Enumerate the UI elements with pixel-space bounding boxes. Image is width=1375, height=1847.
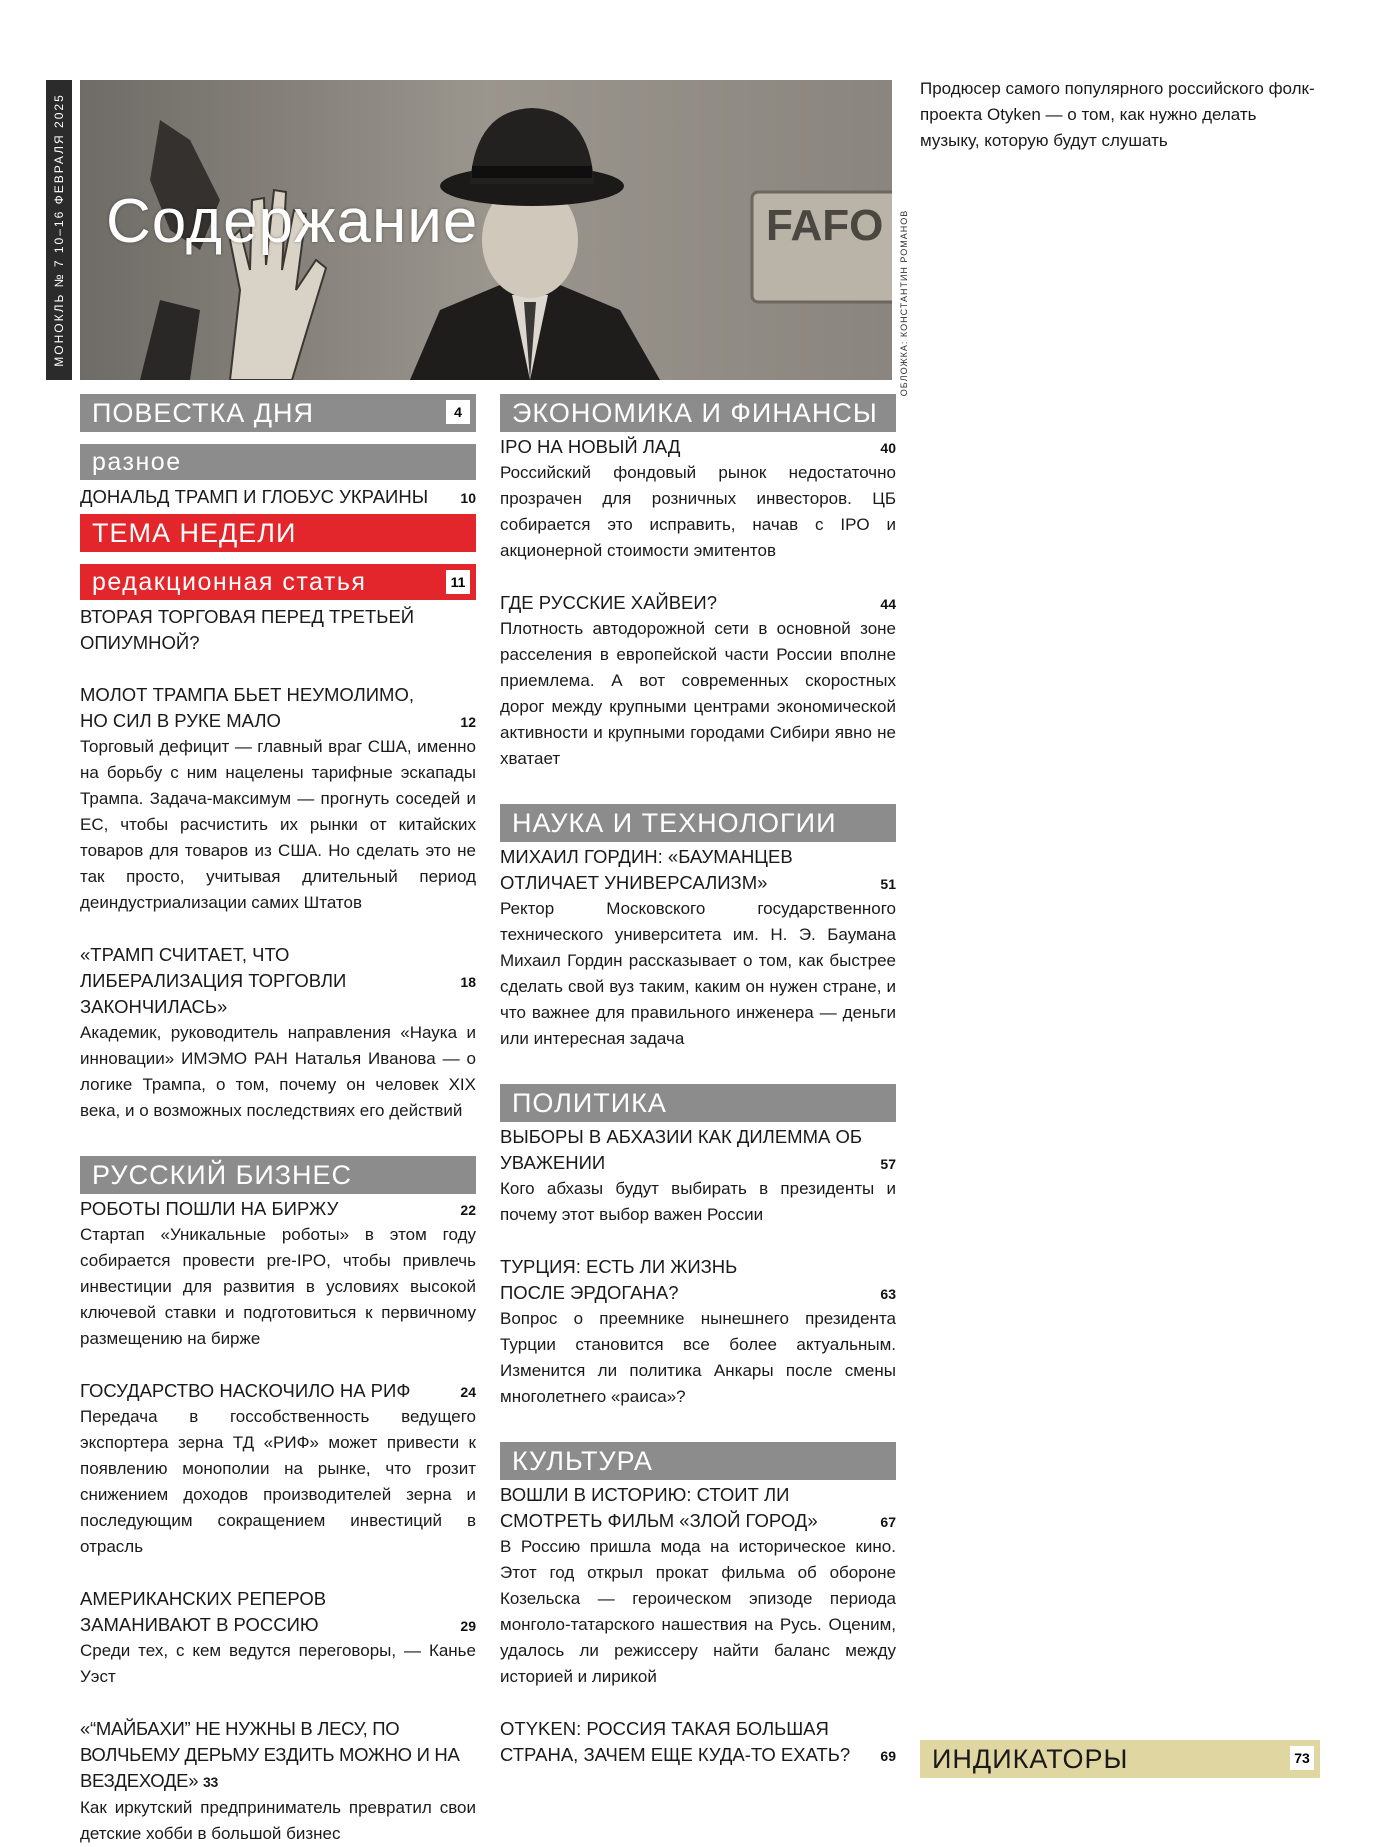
article-entry[interactable] [80,942,476,1124]
article-entry[interactable] [500,1124,896,1228]
page-number: 24 [460,1384,476,1400]
section-header[interactable] [80,394,476,432]
page-number: 29 [460,1618,476,1634]
article-headline: МИХАИЛ ГОРДИН: «БАУМАНЦЕВ ОТЛИЧАЕТ УНИВЕРСАЛИЗМ» [500,846,793,893]
article-headline: АМЕРИКАНСКИХ РЕПЕРОВ ЗАМАНИВАЮТ В РОССИЮ [80,1588,327,1635]
cover-image [80,80,892,380]
page-title: Содержание [106,187,479,256]
article-description: Академик, руководитель направления «Наука и инновации» ИМЭМО РАН Наталья Иванова — о логике Трампа, о том, почему он человек XIX века, и о возможных последствиях его действий [80,1023,476,1120]
article-headline: ГОСУДАРСТВО НАСКОЧИЛО НА РИФ [80,1380,411,1401]
article-entry[interactable] [80,1378,476,1560]
page-number: 22 [460,1202,476,1218]
article-entry[interactable] [80,1586,476,1690]
article-entry[interactable] [500,434,896,564]
article-entry[interactable] [80,484,476,510]
article-description: Передача в госсобственность ведущего экспортера зерна ТД «РИФ» может привести к появлению монополии на рынке, что грозит снижением доходов производителей зерна и последующим сокращением инвестиций в отрасль [80,1407,476,1556]
section-title: КУЛЬТУРА [512,1446,653,1476]
section-title: ЭКОНОМИКА И ФИНАНСЫ [512,398,878,428]
intro-text: Продюсер самого популярного российского фолк-проекта Otyken — о том, как нужно делать музыку, которую будут слушать [920,79,1315,150]
article-entry[interactable] [80,604,476,656]
article-description: Торговый дефицит — главный враг США, именно на борьбу с ним нацелены тарифные эскапады Трампа. Задача-максимум — прогнуть соседей и ЕС, чтобы расчистить их рынки от китайских товаров для товаров из США. Но сделать это не так просто, учитывая длительный период деиндустриализации самих Штатов [80,737,476,912]
article-headline: «ТРАМП СЧИТАЕТ, ЧТО ЛИБЕРАЛИЗАЦИЯ ТОРГОВЛИ ЗАКОНЧИЛАСЬ» [80,944,347,1017]
article-entry[interactable] [500,590,896,772]
section-header[interactable] [500,1442,896,1480]
article-headline: ДОНАЛЬД ТРАМП И ГЛОБУС УКРАИНЫ [80,486,429,507]
page-number: 11 [446,570,470,594]
page-number: 69 [880,1748,896,1764]
page-number: 4 [446,400,470,424]
article-headline: ВЫБОРЫ В АБХАЗИИ КАК ДИЛЕММА ОБ УВАЖЕНИИ [500,1126,862,1173]
section-header[interactable] [920,1740,1320,1778]
article-description: Вопрос о преемнике нынешнего президента Турции становится все более актуальным. Изменится ли политика Анкары после смены многолетнего «раиса»? [500,1309,896,1406]
section-header[interactable] [80,444,476,480]
section-title: ПОВЕСТКА ДНЯ [92,398,315,428]
page-number: 67 [880,1514,896,1530]
article-headline: ТУРЦИЯ: ЕСТЬ ЛИ ЖИЗНЬ ПОСЛЕ ЭРДОГАНА? [500,1256,738,1303]
page-number: 51 [880,876,896,892]
article-headline: МОЛОТ ТРАМПА БЬЕТ НЕУМОЛИМО, НО СИЛ В РУКЕ МАЛО [80,684,414,731]
article-entry[interactable] [500,1716,896,1768]
page-number: 18 [460,974,476,990]
section-title: ПОЛИТИКА [512,1088,667,1118]
section-header[interactable] [500,804,896,842]
issue-side-label [46,80,72,380]
article-headline: ВТОРАЯ ТОРГОВАЯ ПЕРЕД ТРЕТЬЕЙ ОПИУМНОЙ? [80,606,415,653]
page-number: 73 [1290,1746,1314,1770]
article-description: Российский фондовый рынок недостаточно прозрачен для розничных инвесторов. ЦБ собирается это исправить, начав с IPO и акционерной стоимости эмитентов [500,463,896,560]
article-entry[interactable] [500,1254,896,1410]
article-description: Плотность автодорожной сети в основной зоне расселения в европейской части России вполне приемлема. А вот современных скоростных дорог между крупными центрами экономической активности и крупными городами Сибири явно не хватает [500,619,896,768]
article-headline: РОБОТЫ ПОШЛИ НА БИРЖУ [80,1198,339,1219]
article-description: Среди тех, с кем ведутся переговоры, — Канье Уэст [80,1641,476,1686]
section-title: РУССКИЙ БИЗНЕС [92,1160,353,1190]
article-headline: OTYKEN: РОССИЯ ТАКАЯ БОЛЬШАЯ СТРАНА, ЗАЧЕМ ЕЩЕ КУДА-ТО ЕХАТЬ? [500,1718,851,1765]
article-description: Кого абхазы будут выбирать в президенты и почему этот выбор важен России [500,1179,896,1224]
page-number: 57 [880,1156,896,1172]
article-headline: ВОШЛИ В ИСТОРИЮ: СТОИТ ЛИ СМОТРЕТЬ ФИЛЬМ «ЗЛОЙ ГОРОД» [500,1484,818,1531]
page-number: 63 [880,1286,896,1302]
issue-info: МОНОКЛЬ № 7 10–16 ФЕВРАЛЯ 2025 [52,93,66,367]
cover-credit-text: ОБЛОЖКА: КОНСТАНТИН РОМАНОВ [899,209,909,397]
article-description: Стартап «Уникальные роботы» в этом году собирается провести pre-IPO, чтобы привлечь инвестиции для развития в условиях высокой ключевой ставки и подготовиться к первичному размещению на бирже [80,1225,476,1348]
page-number: 44 [880,596,896,612]
section-header[interactable] [500,1084,896,1122]
article-entry[interactable] [500,844,896,1052]
section-header[interactable] [80,564,476,600]
article-entry[interactable] [500,1482,896,1690]
cover-credit [896,209,912,397]
section-title: ТЕМА НЕДЕЛИ [92,518,297,548]
article-headline: IPO НА НОВЫЙ ЛАД [500,436,681,457]
section-header[interactable] [500,394,896,432]
section-title: НАУКА И ТЕХНОЛОГИИ [512,808,837,838]
section-title: разное [92,448,182,476]
page-number: 10 [460,490,476,506]
article-headline: «“МАЙБАХИ” НЕ НУЖНЫ В ЛЕСУ, ПО ВОЛЧЬЕМУ ДЕРЬМУ ЕЗДИТЬ МОЖНО И НА ВЕЗДЕХОДЕ» [80,1718,460,1791]
sign-text: FAFO [766,201,884,250]
article-description: В Россию пришла мода на историческое кино. Этот год открыл прокат фильма об обороне Козельска — героическом эпизоде периода монголо-татарского нашествия на Русь. Оценим, удалось ли режиссеру найти баланс между историей и лирикой [500,1537,896,1686]
indicators-block [920,1740,1320,1778]
article-description: Как иркутский предприниматель превратил свои детские хобби в большой бизнес [80,1798,476,1843]
page-number: 40 [880,440,896,456]
section-title: редакционная статья [92,568,367,596]
article-entry[interactable] [80,1196,476,1352]
article-entry[interactable] [80,1716,476,1847]
page-number: 12 [460,714,476,730]
article-entry[interactable] [80,682,476,916]
section-title: ИНДИКАТОРЫ [932,1744,1129,1774]
left-column [80,394,476,1847]
section-header[interactable] [80,1156,476,1194]
page-number: 33 [203,1774,219,1790]
article-headline: ГДЕ РУССКИЕ ХАЙВЕИ? [500,592,717,613]
right-column [500,394,896,1768]
article-description: Ректор Московского государственного технического университета им. Н. Э. Баумана Михаил Гордин рассказывает о том, как быстрее сделать свой вуз таким, каким он нужен стране, и что важнее для правильного инженера — деньги или интересная задача [500,899,896,1048]
section-header[interactable] [80,514,476,552]
